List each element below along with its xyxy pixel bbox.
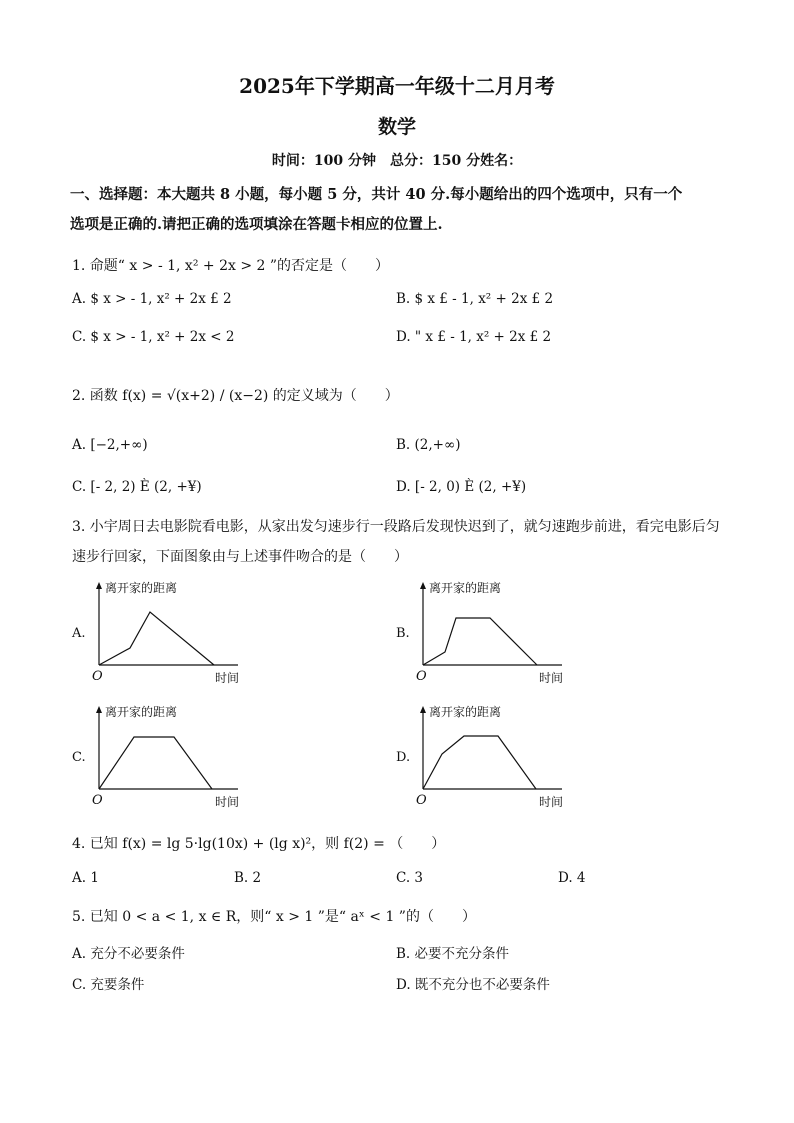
question-1-stem: 1. 命题“ x > - 1, x² + 2x > 2 ”的否定是（ ） [72, 258, 390, 274]
question-1-option-a: A. $ x > - 1, x² + 2x £ 2 [72, 291, 232, 307]
question-2-option-c: C. [- 2, 2) È (2, +¥) [72, 479, 202, 495]
x-axis-label: 时间 [539, 795, 564, 809]
question-4-option-d: D. 4 [558, 870, 586, 886]
distance-time-line [99, 612, 214, 665]
question-4-option-c: C. 3 [396, 870, 424, 886]
question-4-stem: 4. 已知 f(x) = lg 5·lg(10x) + (lg x)²，则 f(2) = （ ） [72, 836, 446, 852]
question-3-graph-c [88, 702, 278, 812]
question-2-stem: 2. 函数 f(x) = √(x+2) / (x−2) 的定义域为（ ） [72, 388, 399, 404]
question-1-option-b: B. $ x £ - 1, x² + 2x £ 2 [396, 291, 554, 307]
origin-label: O [416, 793, 427, 808]
x-axis-label: 时间 [215, 795, 240, 809]
distance-time-line [423, 618, 537, 665]
question-3-option-d-label: D. [396, 750, 411, 765]
question-5-option-c: C. 充要条件 [72, 977, 145, 993]
x-axis-label: 时间 [215, 671, 240, 685]
question-5-option-b: B. 必要不充分条件 [396, 946, 510, 962]
distance-time-line [99, 737, 212, 789]
question-1-option-c: C. $ x > - 1, x² + 2x < 2 [72, 329, 235, 345]
question-2-option-a: A. [−2,+∞) [72, 437, 148, 453]
question-2-option-b: B. (2,+∞) [396, 437, 461, 453]
subject-title: 数学 [377, 116, 416, 138]
question-3-option-b-label: B. [396, 626, 410, 641]
question-5-stem: 5. 已知 0 < a < 1, x ∈ R，则“ x > 1 ”是“ aˣ < 1 ”的（ ） [72, 909, 476, 925]
origin-label: O [92, 669, 103, 684]
question-3-option-c-label: C. [72, 750, 86, 765]
origin-label: O [416, 669, 427, 684]
question-4-option-b: B. 2 [234, 870, 262, 886]
question-1-option-d: D. " x £ - 1, x² + 2x £ 2 [396, 329, 552, 345]
question-3-graph-a [88, 578, 278, 688]
y-axis-label: 离开家的距离 [429, 705, 502, 719]
y-axis-arrow [96, 706, 102, 713]
x-axis-label: 时间 [539, 671, 564, 685]
distance-time-line [423, 736, 536, 789]
section-heading-line2: 选项是正确的.请把正确的选项填涂在答题卡相应的位置上. [70, 216, 443, 233]
question-4-option-a: A. 1 [72, 870, 99, 886]
y-axis-label: 离开家的距离 [429, 581, 502, 595]
y-axis-arrow [420, 706, 426, 713]
question-3-graph-b [412, 578, 602, 688]
question-5-option-a: A. 充分不必要条件 [72, 946, 185, 962]
question-3-graph-d [412, 702, 602, 812]
question-3-option-a-label: A. [72, 626, 86, 641]
y-axis-label: 离开家的距离 [105, 705, 178, 719]
question-3-stem-line2: 速步行回家，下面图象由与上述事件吻合的是（ ） [72, 549, 408, 565]
exam-title: 2025年下学期高一年级十二月月考 [239, 74, 555, 98]
section-heading-line1: 一、选择题：本大题共 8 小题，每小题 5 分，共计 40 分.每小题给出的四个选项中，只有一个 [70, 186, 683, 203]
origin-label: O [92, 793, 103, 808]
y-axis-arrow [420, 582, 426, 589]
question-5-option-d: D. 既不充分也不必要条件 [396, 977, 550, 993]
y-axis-label: 离开家的距离 [105, 581, 178, 595]
exam-info: 时间：100 分钟 总分：150 分姓名： [271, 153, 523, 169]
question-3-stem-line1: 3. 小宇周日去电影院看电影，从家出发匀速步行一段路后发现快迟到了，就匀速跑步前进，看完电影后匀 [72, 519, 720, 535]
y-axis-arrow [96, 582, 102, 589]
question-2-option-d: D. [- 2, 0) È (2, +¥) [396, 479, 527, 495]
